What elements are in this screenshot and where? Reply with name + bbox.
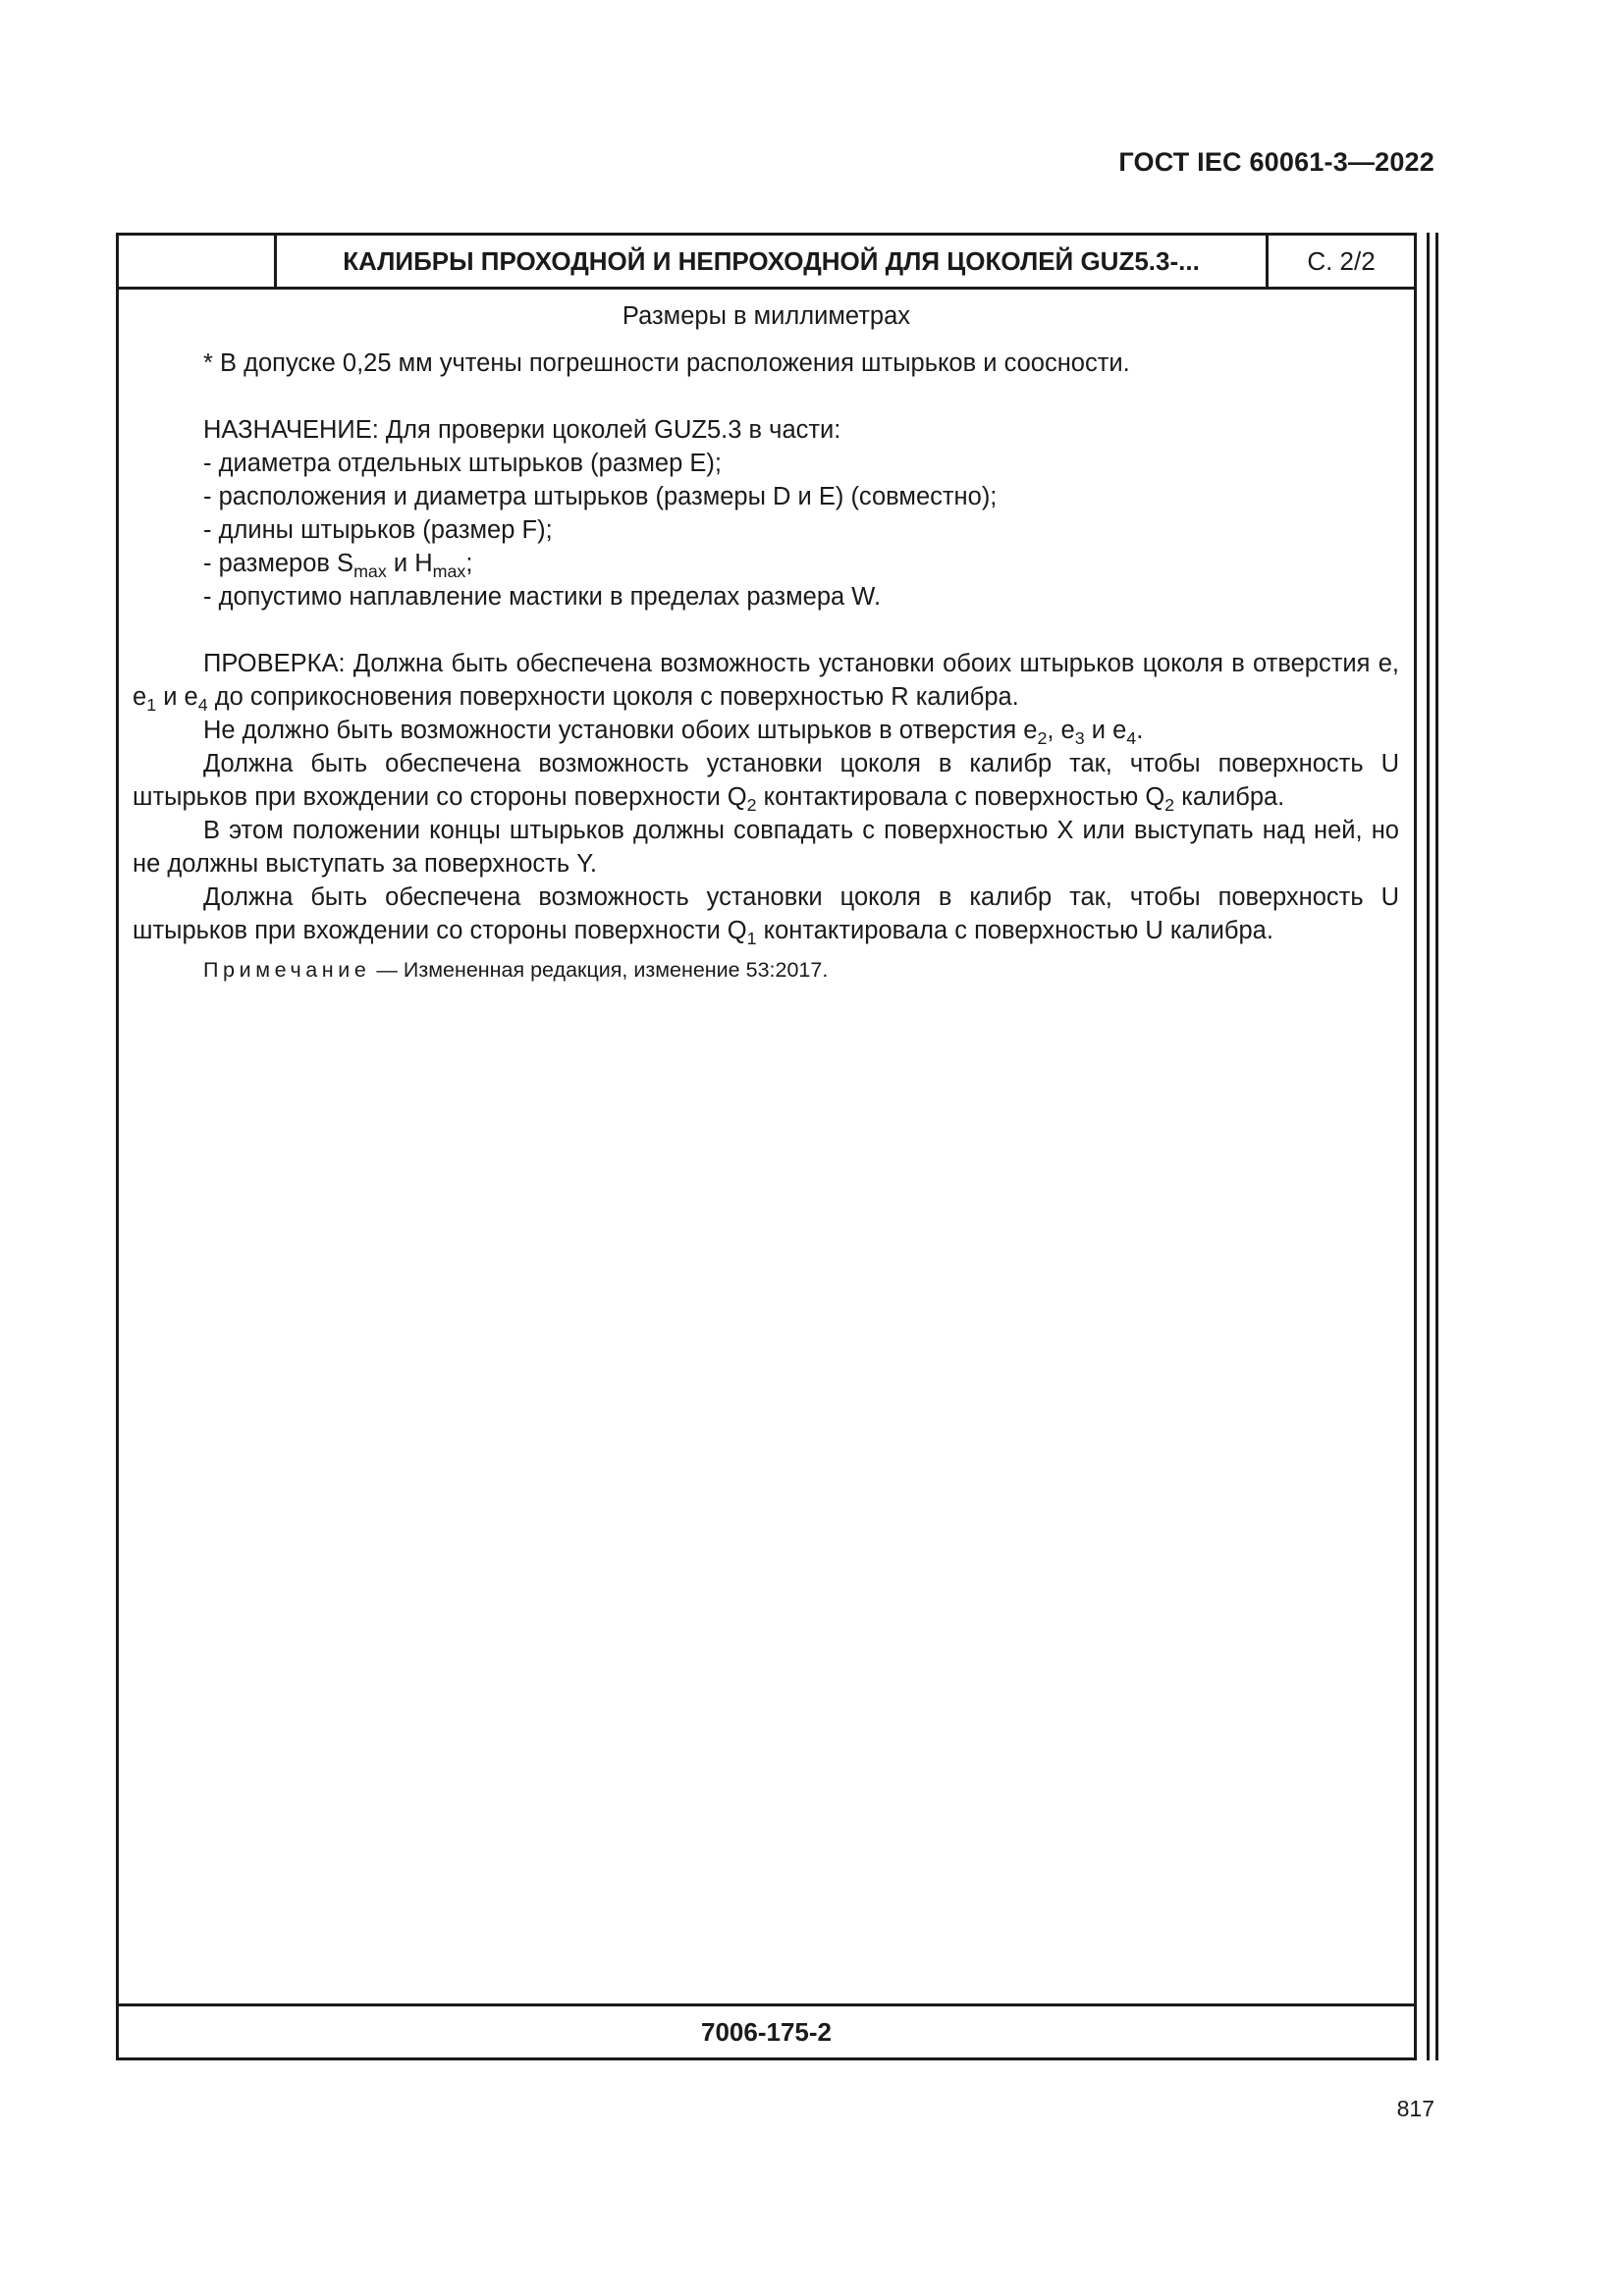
purpose-intro: НАЗНАЧЕНИЕ: Для проверки цоколей GUZ5.3 в части: (203, 416, 841, 444)
frame-line (1435, 233, 1438, 2060)
units-caption: Размеры в миллиметрах (622, 302, 911, 330)
sheet-title: КАЛИБРЫ ПРОХОДНОЙ И НЕПРОХОДНОЙ ДЛЯ ЦОКОЛЕЙ GUZ5.3-... (277, 236, 1269, 287)
sheet-number: С. 2/2 (1307, 246, 1376, 276)
purpose-item: - расположения и диаметра штырьков (размеры D и E) (совместно); (203, 483, 998, 510)
purpose-item: - длины штырьков (размер F); (203, 516, 553, 544)
standard-designation: ГОСТ IEC 60061-3—2022 (1118, 147, 1434, 177)
check-paragraph: ПРОВЕРКА: Должна быть обеспечена возможность установки обоих штырьков цоколя в отверстия e, $e_1$ и $e_4$ до соприкосновения поверхности цоколя с поверхностью R калибра. (133, 650, 1399, 715)
sheet-body (119, 290, 1414, 2003)
check-block (133, 647, 1399, 947)
header-blank-cell (119, 236, 277, 287)
page-number: 817 (1396, 2096, 1434, 2121)
sheet-header (119, 236, 1414, 290)
check-paragraph: Должна быть обеспечена возможность установки цоколя в калибр так, чтобы поверхность U штырьков при вхождении со стороны поверхности $Q_1$ контактировала с поверхностью U калибра. (133, 883, 1399, 948)
amendment-note: Примечание — Измененная редакция, изменение 53:2017. (203, 958, 829, 982)
purpose-item: - допустимо наплавление мастики в пределах размера W. (203, 583, 882, 611)
check-paragraph: Должна быть обеспечена возможность установки цоколя в калибр так, чтобы поверхность U штырьков при вхождении со стороны поверхности $Q_2$ контактировала с поверхностью $Q_2$ калибра. (133, 750, 1399, 815)
purpose-item: - размеров $S_{max}$ и $H_{max}$; (203, 550, 473, 581)
check-paragraph: Не должно быть возможности установки обоих штырьков в отверстия $e_2$, $e_3$ и $e_4$. (203, 717, 1144, 748)
tolerance-note: * В допуске 0,25 мм учтены погрешности расположения штырьков и соосности. (203, 349, 1130, 377)
frame-line (1427, 233, 1430, 2060)
gauge-code: 7006-175-2 (119, 2003, 1414, 2057)
check-paragraph: В этом положении концы штырьков должны совпадать с поверхностью X или выступать над ней, но не должны выступать за поверхность Y. (133, 817, 1399, 878)
purpose-block (133, 413, 1470, 614)
purpose-item: - диаметра отдельных штырьков (размер E); (203, 450, 722, 477)
gauge-sheet-frame (116, 233, 1417, 2060)
